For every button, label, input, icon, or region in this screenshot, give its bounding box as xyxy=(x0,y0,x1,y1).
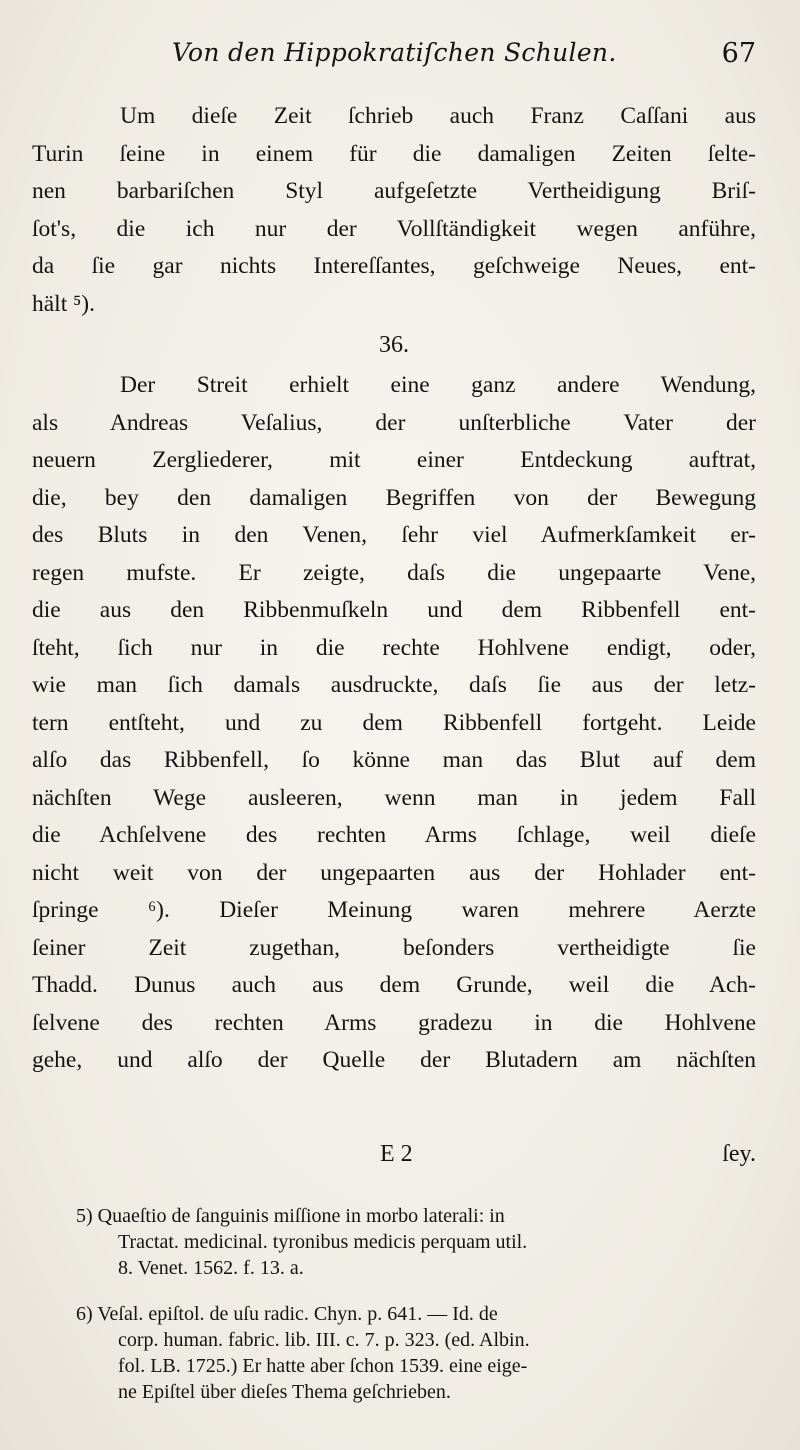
text-line: des Bluts in den Venen, ſehr viel Aufmerkſamkeit er- xyxy=(32,522,756,548)
page-number: 67 xyxy=(721,38,756,69)
footnote-marker: 5) xyxy=(76,1205,93,1227)
text-line: gehe, und alſo der Quelle der Blutadern am nächſten xyxy=(32,1047,756,1073)
text-line: Der Streit erhielt eine ganz andere Wendung, xyxy=(120,372,756,398)
text-line: die Achſelvene des rechten Arms ſchlage, weil dieſe xyxy=(32,822,756,848)
text-line: ſot's, die ich nur der Vollſtändigkeit wegen anführe, xyxy=(32,215,756,242)
page-footer-marks xyxy=(32,1135,756,1173)
paragraph-2 xyxy=(32,367,756,1080)
text-line: ſteht, ſich nur in die rechte Hohlvene endigt, oder, xyxy=(32,634,756,661)
footnote-line: 8. Venet. 1562. f. 13. a. xyxy=(118,1257,304,1279)
footnote-line: Quaeſtio de ſanguinis miſſione in morbo laterali: in xyxy=(97,1205,505,1227)
text-line: nächſten Wege ausleeren, wenn man in jedem Fall xyxy=(32,784,756,811)
footnote-line: Veſal. epiſtol. de uſu radic. Chyn. p. 641. — Id. de xyxy=(97,1303,498,1325)
text-line: da ſie gar nichts Intereſſantes, geſchweige Neues, ent- xyxy=(32,253,756,279)
section-number: 36. xyxy=(379,332,409,358)
signature-mark: E 2 xyxy=(380,1141,413,1167)
text-line: alſo das Ribbenfell, ſo könne man das Blut auf dem xyxy=(32,747,756,773)
footnotes xyxy=(76,1203,756,1405)
text-line: ſpringe ⁶). Dieſer Meinung waren mehrere Aerzte xyxy=(32,897,756,923)
footnote-line: fol. LB. 1725.) Er hatte aber ſchon 1539. eine eige- xyxy=(118,1355,528,1377)
footnote-marker: 6) xyxy=(76,1303,93,1325)
text-line: tern entſteht, und zu dem Ribbenfell fortgeht. Leide xyxy=(32,709,756,736)
running-title: Von den Hippokratiſchen Schulen. xyxy=(172,38,617,67)
text-line: Turin ſeine in einem für die damaligen Zeiten ſelte- xyxy=(32,140,756,167)
catchword: ſey. xyxy=(722,1141,756,1167)
footnote-5 xyxy=(76,1203,756,1281)
text-line: neuern Zergliederer, mit einer Entdeckung auftrat, xyxy=(32,447,756,473)
text-line: die, bey den damaligen Begriffen von der Bewegung xyxy=(32,484,756,511)
text-line: die aus den Ribbenmuſkeln und dem Ribbenfell ent- xyxy=(32,597,756,623)
text-line: regen mufste. Er zeigte, daſs die ungepaarte Vene, xyxy=(32,559,756,586)
text-line: Um dieſe Zeit ſchrieb auch Franz Caſſani aus xyxy=(120,103,756,129)
text-line: Thadd. Dunus auch aus dem Grunde, weil die Ach- xyxy=(32,972,756,998)
main-text xyxy=(32,98,756,1080)
footnote-line: ne Epiſtel über dieſes Thema geſchrieben. xyxy=(118,1381,451,1403)
text-line: wie man ſich damals ausdruckte, daſs ſie aus der letz- xyxy=(32,672,756,698)
text-line: nicht weit von der ungepaarten aus der Hohlader ent- xyxy=(32,859,756,886)
text-line: als Andreas Veſalius, der unſterbliche Vater der xyxy=(32,409,756,436)
text-line: hält ⁵). xyxy=(32,290,96,317)
paragraph-1 xyxy=(32,98,756,323)
running-head xyxy=(60,38,760,78)
text-line: ſelvene des rechten Arms gradezu in die Hohlvene xyxy=(32,1009,756,1036)
footnote-6 xyxy=(76,1301,756,1405)
text-line: ſeiner Zeit zugethan, beſonders vertheidigte ſie xyxy=(32,934,756,961)
text-line: nen barbariſchen Styl aufgeſetzte Vertheidigung Briſ- xyxy=(32,178,756,204)
footnote-line: corp. human. fabric. lib. III. c. 7. p. 323. (ed. Albin. xyxy=(118,1329,530,1351)
footnote-line: Tractat. medicinal. tyronibus medicis perquam util. xyxy=(118,1231,528,1253)
